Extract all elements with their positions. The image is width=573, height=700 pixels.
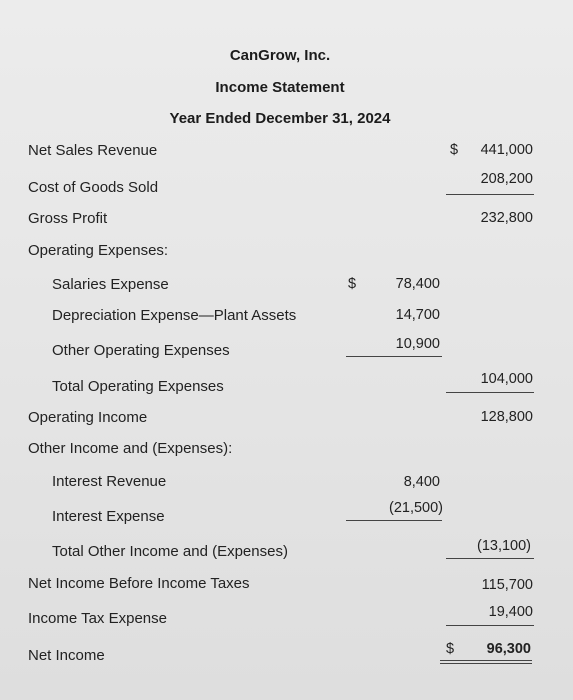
tax-expense-label: Income Tax Expense xyxy=(28,610,167,627)
net-sales-label: Net Sales Revenue xyxy=(28,142,158,159)
net-income-double-underline-bottom xyxy=(440,663,532,664)
total-opex-value: 104,000 xyxy=(480,371,533,387)
gross-profit-value: 232,800 xyxy=(480,210,533,226)
cogs-value: 208,200 xyxy=(480,171,533,187)
other-opex-value: 10,900 xyxy=(395,336,440,352)
net-income-currency: $ xyxy=(446,641,455,657)
income-before-tax-value: 115,700 xyxy=(481,577,533,593)
interest-expense-label: Interest Expense xyxy=(52,508,165,525)
interest-revenue-value: 8,400 xyxy=(403,474,440,490)
net-sales-currency: $ xyxy=(450,142,459,158)
operating-income-value: 128,800 xyxy=(480,409,533,425)
total-opex-label: Total Operating Expenses xyxy=(52,378,224,395)
cogs-label: Cost of Goods Sold xyxy=(28,179,159,196)
statement-title: Income Statement xyxy=(215,79,345,96)
interest-revenue-label: Interest Revenue xyxy=(52,473,167,490)
tax-expense-value: 19,400 xyxy=(488,604,533,620)
salaries-currency: $ xyxy=(348,276,357,292)
net-income-value: 96,300 xyxy=(486,641,531,657)
cogs-underline xyxy=(446,194,534,195)
salaries-value: 78,400 xyxy=(395,276,440,292)
tax-expense-underline xyxy=(446,625,534,626)
total-other-underline xyxy=(446,558,534,559)
interest-expense-underline xyxy=(346,520,442,521)
total-opex-underline xyxy=(446,392,534,393)
statement-period: Year Ended December 31, 2024 xyxy=(169,110,391,127)
company-name: CanGrow, Inc. xyxy=(229,47,331,64)
opex-header: Operating Expenses: xyxy=(28,242,169,259)
net-income-double-underline-top xyxy=(440,660,532,661)
depreciation-label: Depreciation Expense—Plant Assets xyxy=(52,307,297,324)
net-sales-value: 441,000 xyxy=(480,142,533,158)
income-before-tax-label: Net Income Before Income Taxes xyxy=(28,575,250,592)
operating-income-label: Operating Income xyxy=(28,409,148,426)
total-other-label: Total Other Income and (Expenses) xyxy=(52,543,288,560)
other-income-header: Other Income and (Expenses): xyxy=(28,440,233,457)
other-opex-label: Other Operating Expenses xyxy=(52,342,230,359)
gross-profit-label: Gross Profit xyxy=(28,210,108,227)
depreciation-value: 14,700 xyxy=(395,307,440,323)
other-opex-underline xyxy=(346,356,442,357)
salaries-label: Salaries Expense xyxy=(52,276,169,293)
total-other-value: (13,100) xyxy=(476,538,531,554)
net-income-label: Net Income xyxy=(28,647,105,664)
interest-expense-value: (21,500) xyxy=(388,500,443,516)
